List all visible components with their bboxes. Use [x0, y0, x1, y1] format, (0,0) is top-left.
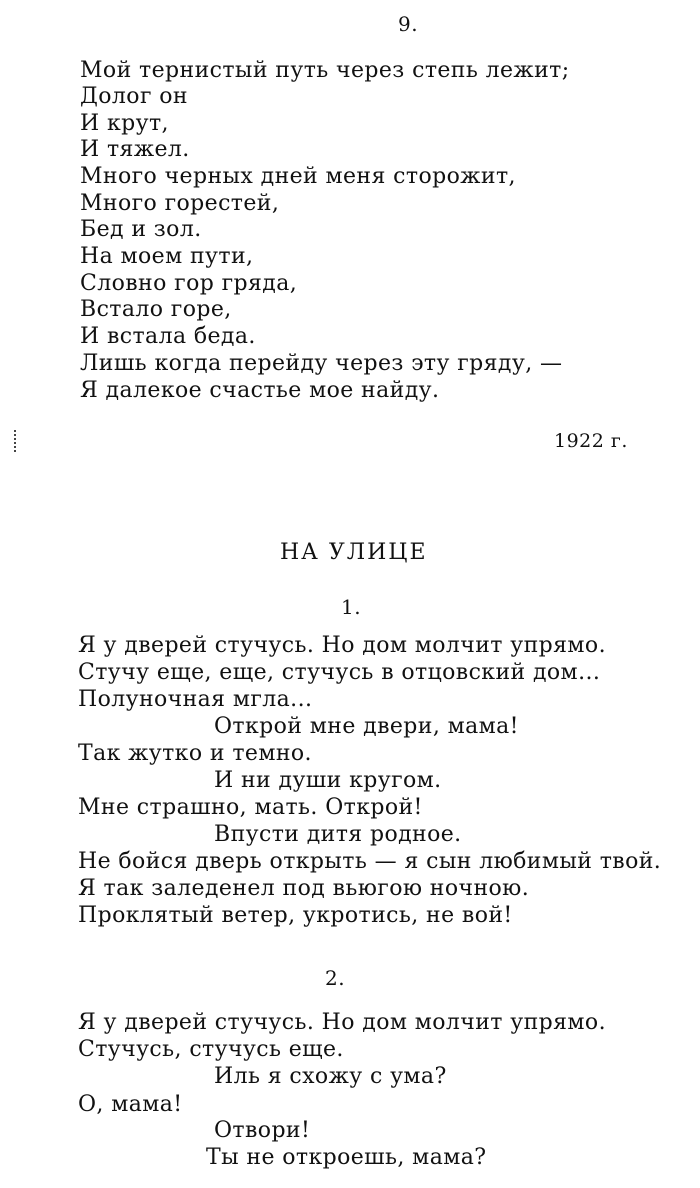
poem-line: Лишь когда перейду через эту гряду, — [80, 351, 563, 376]
poem-line: И ни души кругом. [214, 768, 442, 793]
poem-line: Долог он [80, 84, 188, 109]
poem-line: Не бойся дверь открыть — я сын любимый твой. [78, 849, 662, 874]
poem-line: И тяжел. [80, 137, 190, 162]
poem-line: Отвори! [214, 1118, 311, 1143]
poem-line: Встало горе, [80, 297, 232, 322]
poem-line: Бед и зол. [80, 217, 202, 242]
poem-line: Впусти дитя родное. [214, 822, 462, 847]
poem-line: О, мама! [78, 1092, 183, 1117]
poem-line: На моем пути, [80, 244, 254, 269]
section-title: НА УЛИЦЕ [280, 540, 428, 565]
poem-line: Я так заледенел под вьюгою ночною. [78, 876, 530, 901]
poem-line: Проклятый ветер, укротись, не вой! [78, 903, 513, 928]
poem-line: Словно гор гряда, [80, 271, 298, 296]
poem-line: Я у дверей стучусь. Но дом молчит упрямо. [78, 633, 606, 658]
poem-number: 9. [398, 12, 419, 36]
poem-line: Много горестей, [80, 191, 280, 216]
part-number: 2. [325, 966, 346, 990]
poem-line: Мой тернистый путь через степь лежит; [80, 58, 570, 83]
margin-mark [14, 430, 19, 452]
poem-line: Так жутко и темно. [78, 741, 312, 766]
poem-line: Я далекое счастье мое найду. [80, 378, 440, 403]
poem-line: И крут, [80, 111, 169, 136]
poem-line: Открой мне двери, мама! [214, 714, 519, 739]
poem-line: Полуночная мгла... [78, 687, 313, 712]
poem-line: И встала беда. [80, 324, 256, 349]
poem-line: Стучусь, стучусь еще. [78, 1037, 344, 1062]
poem-line: Ты не откроешь, мама? [206, 1145, 487, 1170]
poem-line: Я у дверей стучусь. Но дом молчит упрямо. [78, 1010, 606, 1035]
poem-line: Много черных дней меня сторожит, [80, 164, 516, 189]
poem-line: Мне страшно, мать. Открой! [78, 795, 423, 820]
poem-line: Иль я схожу с ума? [214, 1064, 447, 1089]
part-number: 1. [341, 595, 362, 619]
poem-line: Стучу еще, еще, стучусь в отцовский дом... [78, 660, 601, 685]
poem-date: 1922 г. [554, 430, 628, 452]
